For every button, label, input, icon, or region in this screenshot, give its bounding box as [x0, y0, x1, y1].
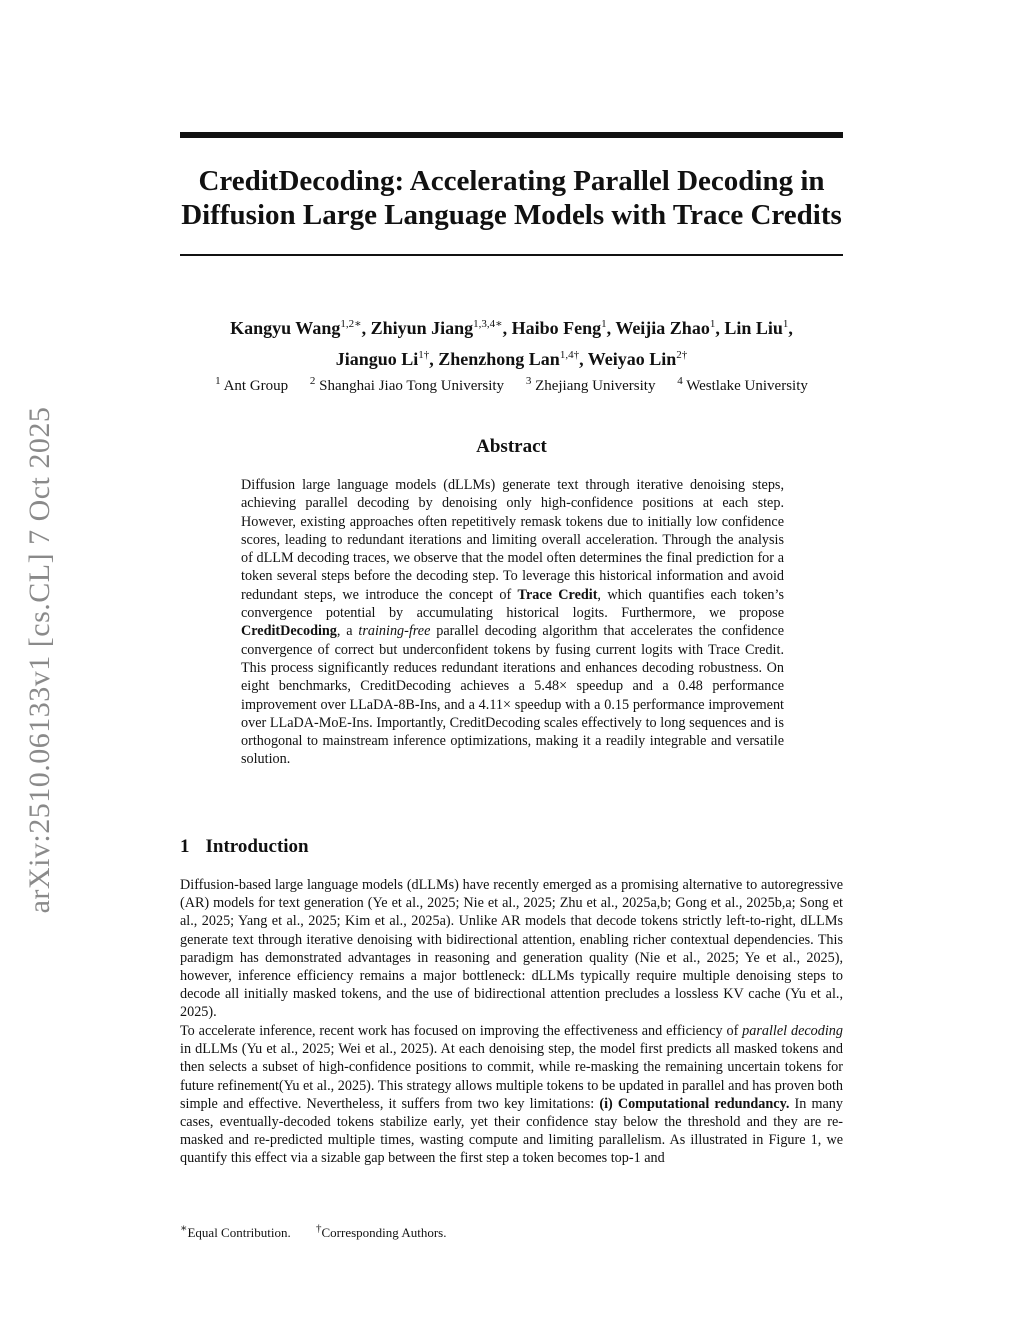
author-sup: 1,3,4∗: [473, 318, 503, 330]
author-name: Lin Liu: [724, 318, 783, 338]
term-creditdecoding: CreditDecoding: [241, 623, 337, 640]
footnote-mark: ∗: [180, 1223, 188, 1235]
footnote-text: Corresponding Authors.: [321, 1225, 447, 1241]
affiliation-name: Shanghai Jiao Tong University: [319, 378, 505, 394]
section-number: 1: [180, 836, 190, 857]
author-sup: 1: [709, 318, 716, 330]
abstract-body: [241, 476, 784, 769]
author-sep: ,: [502, 318, 512, 338]
author-name: Weiyao Lin: [587, 349, 677, 369]
author-name: Haibo Feng: [511, 318, 602, 338]
author-sep: ,: [361, 318, 371, 338]
affiliation-name: Zhejiang University: [535, 378, 656, 394]
affiliation-num: 3: [525, 375, 532, 387]
author-name: Kangyu Wang: [230, 318, 341, 338]
affiliation-name: Westlake University: [686, 378, 808, 394]
intro-paragraph-1: Diffusion-based large language models (dLLMs) have recently emerged as a promising alternative to autoregressive (AR) models for text generation (Ye et al., 2025; Nie et al., 2025; Zhu et al., 2025a,b; Gong et al., 2025b,a; Song et al., 2025; Yang et al., 2025; Kim et al., 2025a). Unlike AR models that decode tokens strictly left-to-right, dLLMs generate text through iterative denoising with bidirectional attention, enabling richer contextual dependencies. This paradigm has demonstrated advantages in reasoning and generation quality (Nie et al., 2025; Ye et al., 2025), however, inference efficiency remains a major bottleneck: dLLMs typically require multiple denoising steps to decode all initially masked tokens, and the use of bidirectional attention precludes a lossless KV cache (Yu et al., 2025).: [180, 877, 843, 1021]
author-sep: ,: [788, 318, 793, 338]
author-name: Weijia Zhao: [615, 318, 710, 338]
footnote-equal: [180, 1225, 291, 1240]
term-trace-credit: Trace Credit: [517, 586, 598, 603]
affiliation-num: 1: [215, 375, 221, 387]
author-sep: ,: [579, 349, 588, 369]
footnote-mark: †: [316, 1223, 322, 1235]
title-rule-top: [180, 132, 843, 138]
affiliation: [525, 375, 656, 394]
affiliation-num: 4: [677, 375, 683, 387]
author-sep: ,: [606, 318, 616, 338]
affiliation: [309, 375, 505, 394]
section-heading: [180, 836, 309, 858]
author-sup: 1†: [418, 349, 430, 361]
abstract-text: , which quantifies each token’s convergence potential by accumulating historical logits. Furthermore, we propose: [241, 586, 784, 622]
term-parallel-decoding: parallel decoding: [742, 1023, 843, 1039]
affiliation-name: Ant Group: [223, 378, 289, 394]
affiliation: [215, 375, 289, 394]
author-sup: 1: [782, 318, 789, 330]
footnote-text: Equal Contribution.: [187, 1225, 291, 1241]
affiliation: [677, 375, 808, 394]
author-sep: ,: [429, 349, 439, 369]
author-name: Jianguo Li: [335, 349, 419, 369]
paragraph-text: in dLLMs (Yu et al., 2025; Wei et al., 2025). At each denoising step, the model first predicts all masked tokens and then selects a subset of high-confidence positions to commit, while re-masking the remaining uncertain tokens for future refinement(Yu et al., 2025). This strategy allows multiple tokens to be updated in parallel and has proven both simple and effective. Nevertheless, it suffers from two key limitations:: [180, 1041, 843, 1112]
abstract-heading: Abstract: [476, 436, 547, 457]
section-title: Introduction: [205, 836, 309, 857]
abstract-text: Diffusion large language models (dLLMs) generate text through iterative denoising steps, achieving parallel decoding by denoising only high-confidence positions at each step. However, existing approaches often repetitively remask tokens due to initially low confidence scores, leading to redundant iterations and limiting overall acceleration. Through the analysis of dLLM decoding traces, we observe that the model often determines the final prediction for a token several steps before the decoding step. To leverage this historical information and avoid redundant steps, we introduce the concept of: [241, 477, 784, 603]
abstract-text: , a: [336, 623, 359, 640]
author-name: Zhenzhong Lan: [438, 349, 560, 369]
affiliation-num: 2: [309, 375, 316, 387]
author-sup: 1,4†: [559, 349, 580, 361]
author-sup: 1,2∗: [340, 318, 362, 330]
paper-title: [180, 164, 843, 232]
footnotes: [180, 1222, 468, 1241]
title-line-2: Diffusion Large Language Models with Trace Credits: [181, 199, 842, 231]
title-rule-bottom: [180, 254, 843, 256]
arxiv-id: arXiv:2510.06133v1 [cs.CL] 7 Oct 2025: [23, 406, 56, 914]
author-sep: ,: [715, 318, 725, 338]
paragraph-text: To accelerate inference, recent work has focused on improving the effectiveness and efficiency of: [180, 1023, 743, 1039]
abstract-text: parallel decoding algorithm that accelerates the confidence convergence of correct but underconfident tokens by fusing current logits with Trace Credit. This process significantly reduces redundant iterations and enhances decoding robustness. On eight benchmarks, CreditDecoding achieves a 5.48× speedup and a 0.48 performance improvement over LLaDA-8B-Ins, and a 4.11× speedup with a 0.15 performance improvement over LLaDA-MoE-Ins. Importantly, CreditDecoding scales effectively to long sequences and is orthogonal to mainstream inference optimizations, making it a readily integrable and versatile solution.: [241, 623, 784, 768]
author-list: [180, 311, 843, 373]
intro-paragraph-2: [180, 1022, 843, 1168]
term-computational-redundancy: (i) Computational redundancy.: [599, 1095, 790, 1112]
paragraph-text: In many cases, eventually-decoded tokens stabilize early, yet their confidence stay below the threshold and they are re-masked and re-predicted multiple times, wasting compute and limiting parallelism. As illustrated in Figure 1, we quantify this effect via a sizable gap between the first step a token becomes top-1 and: [180, 1095, 843, 1167]
author-sup: 2†: [676, 349, 688, 361]
term-training-free: training-free: [358, 623, 431, 640]
title-line-1: CreditDecoding: Accelerating Parallel Decoding in: [198, 165, 825, 197]
author-sup: 1: [601, 318, 607, 330]
affiliation-list: [180, 371, 843, 396]
footnote-corresponding: [316, 1225, 446, 1240]
author-name: Zhiyun Jiang: [370, 318, 474, 338]
